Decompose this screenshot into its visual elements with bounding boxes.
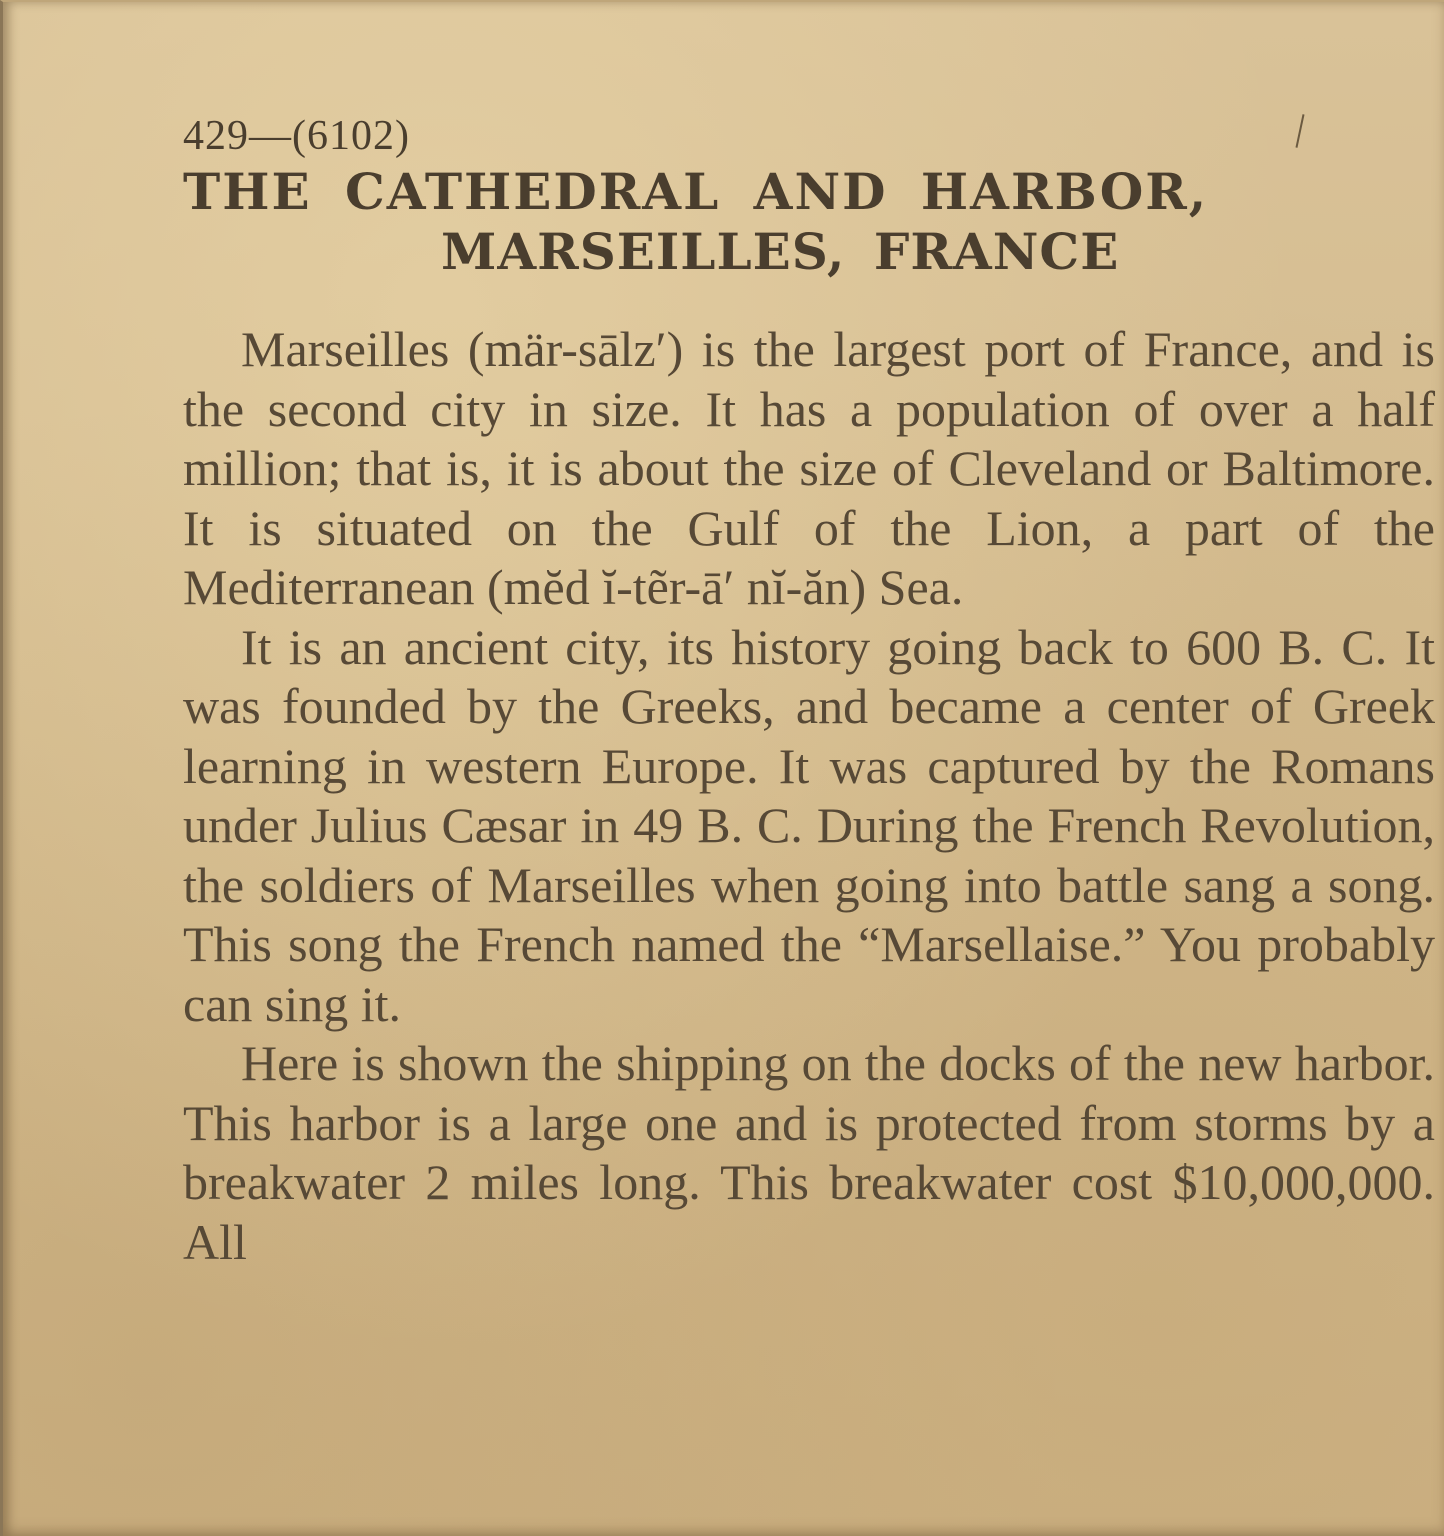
card-body [183, 320, 1435, 1272]
paragraph-1: Marseilles (mär-sālz′) is the largest port of France, and is the second city in size. It has a population of over a half million; that is, it is about the size of Cleveland or Baltimore. It is situated on the Gulf of the Lion, a part of the Mediterranean (mĕd ĭ-tẽr-ā′ nĭ-ăn) Sea. [183, 321, 1435, 615]
card-title-line-1: THE CATHEDRAL AND HARBOR, [183, 162, 1209, 221]
card-number: 429—(6102) [183, 113, 410, 159]
paragraph-2: It is an ancient city, its history going back to 600 B. C. It was founded by the Greeks, and became a center of Greek learning in western Europe. It was captured by the Romans under Julius Cæsar in 49 B. C. During the French Revolution, the soldiers of Marseilles when going into battle sang a song. This song the French named the “Marsellaise.” You probably can sing it. [183, 618, 1435, 1032]
pencil-mark [1295, 114, 1304, 148]
card-title-line-2: MARSEILLES, FRANCE [441, 222, 1120, 281]
paragraph-3: Here is shown the shipping on the docks of the new harbor. This harbor is a large one and is protected from storms by a breakwater 2 miles long. This breakwater cost $10,000,000. All [183, 1035, 1435, 1270]
